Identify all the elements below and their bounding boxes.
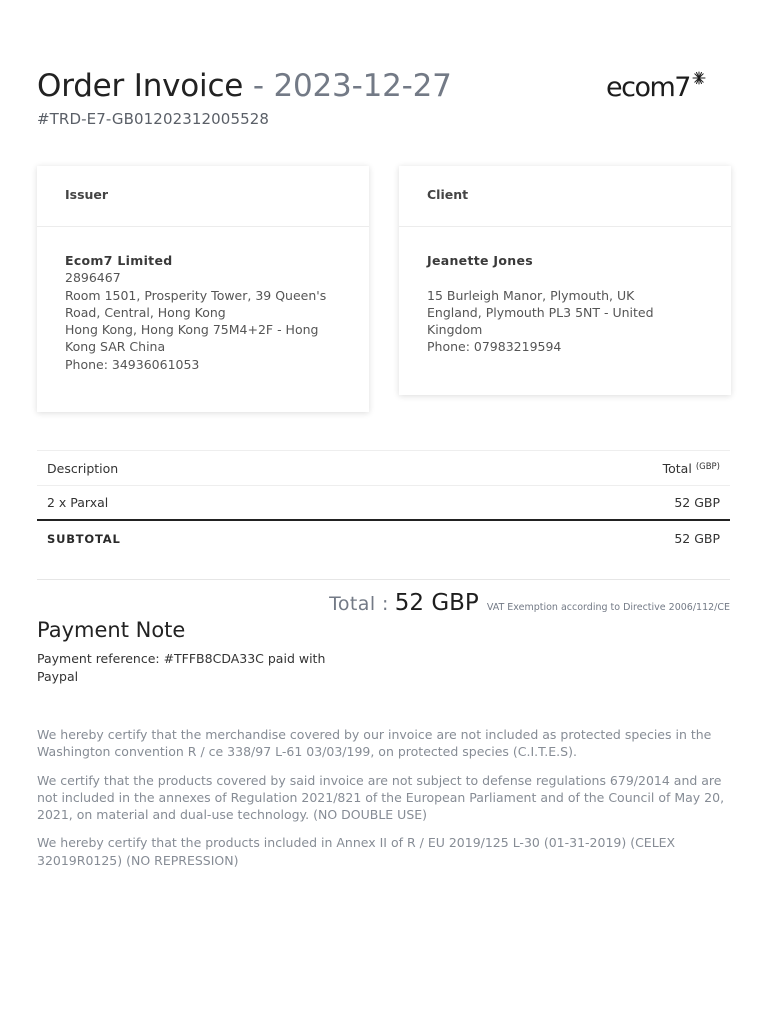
client-address-line-1: 15 Burleigh Manor, Plymouth, UK — [427, 287, 635, 303]
issuer-address-line-1: Room 1501, Prosperity Tower, 39 Queen's Road, Central, Hong Kong — [65, 287, 327, 320]
issuer-heading: Issuer — [37, 166, 369, 227]
item-total: 52 GBP — [674, 495, 720, 510]
subtotal-label: SUBTOTAL — [47, 531, 121, 546]
grand-total — [329, 590, 730, 616]
issuer-details — [37, 227, 369, 373]
client-name: Jeanette Jones — [427, 253, 533, 268]
subtotal-row — [37, 521, 730, 556]
issuer-card — [37, 166, 369, 412]
client-spacer — [427, 269, 703, 286]
certifications — [37, 726, 727, 880]
issuer-address-line-2: Hong Kong, Hong Kong 75M4+2F - Hong Kong SAR China — [65, 322, 319, 355]
title-text: Order Invoice — [37, 68, 244, 104]
item-description: 2 x Parxal — [47, 495, 109, 510]
issuer-phone: Phone: 34936061053 — [65, 356, 200, 372]
client-heading: Client — [399, 166, 731, 227]
section-divider — [37, 579, 730, 580]
vat-note: VAT Exemption according to Directive 2006/112/CE — [486, 602, 730, 613]
starburst-icon — [692, 71, 706, 85]
client-address-line-2: England, Plymouth PL3 5NT - United Kingdom — [427, 304, 654, 338]
invoice-date: 2023-12-27 — [273, 68, 452, 104]
payment-note-text: Payment reference: #TFFB8CDA33C paid with Paypal — [37, 651, 326, 684]
logo-text: ecom7 — [606, 72, 690, 103]
invoice-number: #TRD-E7-GB01202312005528 — [37, 110, 270, 128]
client-phone: Phone: 07983219594 — [427, 339, 562, 355]
subtotal-value: 52 GBP — [674, 531, 720, 546]
col-total-unit: (GBP) — [695, 461, 720, 472]
col-total — [663, 461, 720, 476]
table-row — [37, 486, 730, 521]
grand-total-amount: 52 GBP — [394, 590, 479, 616]
title-separator: - — [243, 68, 274, 104]
certification-repression: We hereby certify that the products included in Annex II of R / EU 2019/125 L-30 (01-31-2019) (CELEX 32019R0125) (NO REPRESSION) — [37, 835, 676, 868]
col-total-label: Total — [662, 460, 692, 476]
client-details — [399, 227, 731, 356]
client-card — [399, 166, 731, 395]
grand-total-label: Total : — [329, 593, 389, 615]
company-logo — [606, 72, 706, 108]
payment-note-title: Payment Note — [37, 618, 186, 642]
invoice-header — [37, 68, 452, 128]
col-description: Description — [47, 460, 119, 476]
issuer-id: 2896467 — [65, 270, 121, 286]
page-title — [37, 68, 452, 104]
table-header — [37, 450, 730, 486]
certification-dual-use: We certify that the products covered by said invoice are not subject to defense regulations 679/2014 and are not included in the annexes of Regulation 2021/821 of the European Parliament and of the Council of May 20, 2021, on material and dual-use technology. (NO DOUBLE USE) — [37, 772, 725, 823]
line-items-table — [37, 450, 730, 556]
certification-cites: We hereby certify that the merchandise covered by our invoice are not included as protected species in the Washington convention R / ce 338/97 L-61 03/03/199, on protected species (C.I.T.E.S). — [37, 727, 712, 760]
issuer-name: Ecom7 Limited — [65, 253, 173, 268]
